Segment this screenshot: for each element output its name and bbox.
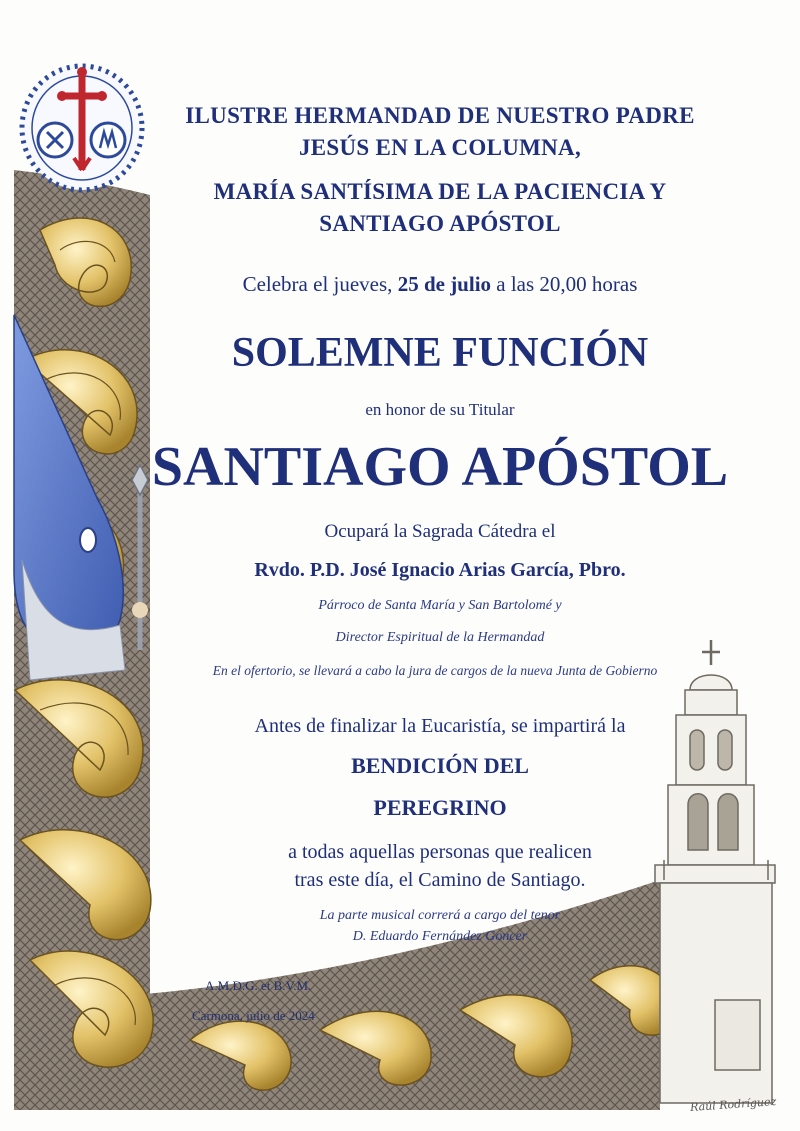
preacher-role-2: Director Espiritual de la Hermandad: [335, 630, 545, 645]
celebration-line: [150, 270, 730, 298]
music-line-1: La parte musical correrá a cargo del tenor: [319, 908, 561, 923]
music-line-2: D. Eduardo Fernández Goncer: [352, 929, 528, 944]
artist-signature: Raúl Rodríguez: [689, 1095, 777, 1114]
preacher-name: Rvdo. P.D. José Ignacio Arias García, Pbro.: [254, 559, 626, 581]
brotherhood-name-line-2: JESÚS EN LA COLUMNA,: [298, 135, 582, 160]
saint-name: SANTIAGO APÓSTOL: [151, 436, 729, 498]
blessing-title-line-2: PEREGRINO: [373, 795, 507, 820]
celebration-date: 25 de julio: [397, 272, 492, 296]
blessing-intro: Antes de finalizar la Eucaristía, se impartirá la: [254, 715, 626, 737]
blessing-desc-line-1: a todas aquellas personas que realicen: [288, 841, 592, 863]
celebration-prefix: Celebra el jueves,: [242, 272, 398, 296]
brotherhood-name-line-3: MARÍA SANTÍSIMA DE LA PACIENCIA Y: [213, 179, 667, 204]
celebration-suffix: a las 20,00 horas: [491, 272, 638, 296]
brotherhood-emblem: [22, 66, 142, 190]
honor-text: en honor de su Titular: [365, 400, 515, 419]
brotherhood-name-line-1: ILUSTRE HERMANDAD DE NUESTRO PADRE: [185, 103, 695, 128]
place-date: Carmona, julio de 2024: [192, 1008, 315, 1023]
brotherhood-name-line-4: SANTIAGO APÓSTOL: [319, 211, 561, 236]
event-title: SOLEMNE FUNCIÓN: [231, 330, 649, 376]
blessing-title-line-1: BENDICIÓN DEL: [351, 753, 529, 778]
blessing-desc-line-2: tras este día, el Camino de Santiago.: [294, 869, 586, 891]
motto: A.M.D.G. et B.V.M.: [205, 978, 312, 993]
offertory-note: En el ofertorio, se llevará a cabo la jura de cargos de la nueva Junta de Gobierno: [212, 663, 658, 678]
preacher-role-1: Párroco de Santa María y San Bartolomé y: [318, 598, 562, 613]
preacher-intro: Ocupará la Sagrada Cátedra el: [324, 521, 556, 542]
